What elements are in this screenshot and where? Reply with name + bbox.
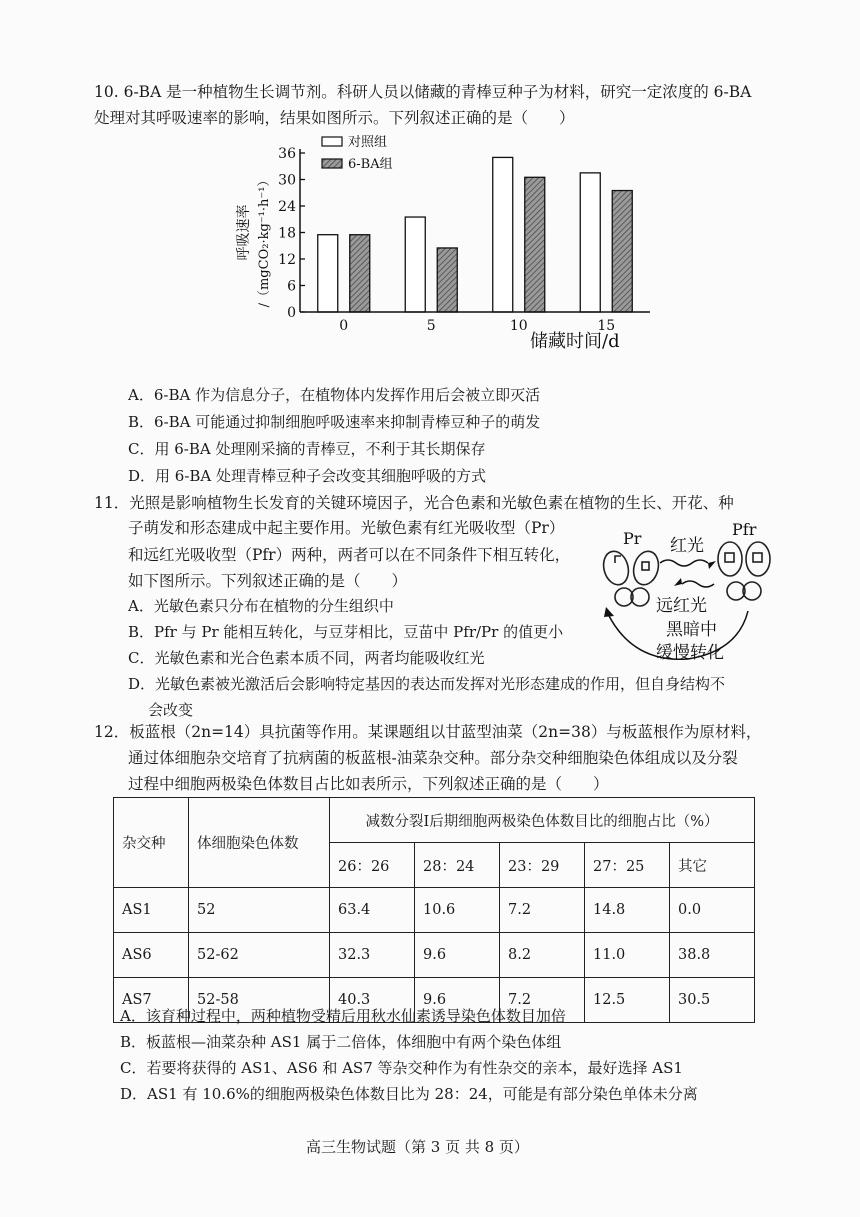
far-red-arrow <box>682 581 714 587</box>
q10-option-c: C．用 6-BA 处理刚采摘的青棒豆，不利于其长期保存 <box>128 440 486 458</box>
header-chromosome-count: 体细胞染色体数 <box>189 798 330 888</box>
legend-swatch <box>322 137 342 146</box>
subheader-cell: 其它 <box>670 843 755 888</box>
q10-stem-line1: 10. 6-BA 是一种植物生长调节剂。科研人员以储藏的青棒豆种子为材料，研究一定浓度的 6-BA <box>94 83 752 101</box>
x-tick-label: 15 <box>597 318 616 334</box>
q11-option-d-cont: 会改变 <box>148 701 194 719</box>
far-red-arrowhead <box>674 578 682 586</box>
respiration-bar-chart <box>230 135 750 375</box>
page-footer: 高三生物试题（第 3 页 共 8 页） <box>306 1138 529 1156</box>
q10-option-a: A．6-BA 作为信息分子，在植物体内发挥作用后会被立即灭活 <box>128 386 541 404</box>
q11-stem-line2: 子萌发和形态建成中起主要作用。光敏色素有红光吸收型（Pr） <box>128 519 565 537</box>
row-value: 30.5 <box>670 978 755 1023</box>
red-light-arrowhead <box>708 561 716 569</box>
q11-stem-line1: 11．光照是影响植物生长发育的关键环境因子，光合色素和光敏色素在植物的生长、开花、种 <box>94 494 734 512</box>
row-value: 0.0 <box>670 888 755 933</box>
row-value: 9.6 <box>415 978 500 1023</box>
red-light-arrow <box>660 560 708 566</box>
dark-label-line1: 黑暗中 <box>666 620 717 640</box>
bar-6ba-10 <box>525 177 545 312</box>
q10-option-d: D．用 6-BA 处理青棒豆种子会改变其细胞呼吸的方式 <box>128 467 487 485</box>
row-value: 40.3 <box>330 978 415 1023</box>
row-value: 10.6 <box>415 888 500 933</box>
x-axis-label: 储藏时间/d <box>530 331 620 352</box>
q11-option-d: D．光敏色素被光激活后会影响特定基因的表达而发挥对光形态建成的作用，但自身结构不 <box>128 675 726 693</box>
far-red-label: 远红光 <box>656 596 707 616</box>
row-value: 14.8 <box>585 888 670 933</box>
y-tick-label: 0 <box>287 305 296 321</box>
q12-option-c: C．若要将获得的 AS1、AS6 和 AS7 等杂交种作为有性杂交的亲本，最好选择 AS1 <box>120 1059 683 1077</box>
row-value: 11.0 <box>585 933 670 978</box>
pfr-label: Pfr <box>732 520 757 539</box>
y-tick-label: 12 <box>278 252 296 268</box>
row-value: 9.6 <box>415 933 500 978</box>
pfr-molecule-icon <box>718 542 770 600</box>
header-hybrid: 杂交种 <box>114 798 189 888</box>
subheader-cell: 27：25 <box>585 843 670 888</box>
subheader-cell: 28：24 <box>415 843 500 888</box>
row-chrom-count: 52-62 <box>189 933 330 978</box>
legend-label: 6-BA组 <box>348 157 393 172</box>
table-row <box>114 888 755 933</box>
q12-option-b: B．板蓝根—油菜杂种 AS1 属于二倍体，体细胞中有两个染色体组 <box>120 1033 562 1051</box>
y-tick-label: 30 <box>278 172 296 189</box>
phytochrome-diagram <box>598 513 778 668</box>
row-chrom-count: 52 <box>189 888 330 933</box>
legend-swatch <box>322 159 342 168</box>
row-value: 8.2 <box>500 933 585 978</box>
x-tick-label: 0 <box>339 318 349 334</box>
q12-option-d: D．AS1 有 10.6%的细胞两极染色体数目比为 28：24，可能是有部分染色单体未分离 <box>120 1085 698 1103</box>
row-hybrid-name: AS1 <box>114 888 189 933</box>
row-hybrid-name: AS7 <box>114 978 189 1023</box>
pr-molecule-icon <box>600 548 662 606</box>
q12-stem-line1: 12．板蓝根（2n=14）具抗菌等作用。某课题组以甘蓝型油菜（2n=38）与板蓝根作为原材料， <box>94 723 762 741</box>
pr-label: Pr <box>623 529 642 548</box>
y-tick-label: 18 <box>278 225 296 242</box>
y-tick-label: 24 <box>278 199 296 215</box>
bar-control-10 <box>493 157 513 312</box>
bar-6ba-15 <box>612 191 632 312</box>
chromosome-ratio-table <box>113 797 755 1023</box>
q11-option-b: B．Pfr 与 Pr 能相互转化，与豆芽相比，豆苗中 Pfr/Pr 的值更小 <box>128 623 564 641</box>
bar-control-5 <box>405 217 425 312</box>
y-tick-label: 36 <box>278 146 296 162</box>
q12-stem-line2: 通过体细胞杂交培育了抗病菌的板蓝根-油菜杂交种。部分杂交种细胞染色体组成以及分裂 <box>128 749 738 767</box>
q12-option-a: A．该育种过程中，两种植物受精后用秋水仙素诱导染色体数目加倍 <box>120 1007 566 1025</box>
row-chrom-count: 52-58 <box>189 978 330 1023</box>
table-header-row <box>114 798 755 843</box>
row-value: 12.5 <box>585 978 670 1023</box>
row-value: 38.8 <box>670 933 755 978</box>
bar-6ba-5 <box>437 248 457 312</box>
q12-stem-line3: 过程中细胞两极染色体数目占比如表所示，下列叙述正确的是（ ） <box>128 775 609 793</box>
row-value: 63.4 <box>330 888 415 933</box>
row-value: 7.2 <box>500 978 585 1023</box>
header-meiosis-group: 减数分裂Ⅰ后期细胞两极染色体数目比的细胞占比（%） <box>330 798 755 843</box>
q11-option-c: C．光敏色素和光合色素本质不同，两者均能吸收红光 <box>128 649 485 667</box>
q11-option-a: A．光敏色素只分布在植物的分生组织中 <box>128 597 394 615</box>
y-axis-label-line2: /（mgCO₂·kg⁻¹·h⁻¹） <box>257 173 272 308</box>
q10-option-b: B．6-BA 可能通过抑制细胞呼吸速率来抑制青棒豆种子的萌发 <box>128 413 541 431</box>
row-hybrid-name: AS6 <box>114 933 189 978</box>
subheader-cell: 26：26 <box>330 843 415 888</box>
q11-stem-line4: 如下图所示。下列叙述正确的是（ ） <box>128 572 408 590</box>
table-row <box>114 933 755 978</box>
dark-label-line2: 缓慢转化 <box>656 643 724 663</box>
bar-control-15 <box>580 173 600 312</box>
q11-stem-line3: 和远红光吸收型（Pfr）两种，两者可以在不同条件下相互转化， <box>128 546 571 564</box>
dark-conversion-arrowhead <box>604 607 614 617</box>
subheader-cell: 23：29 <box>500 843 585 888</box>
red-light-label: 红光 <box>670 536 704 556</box>
bar-control-0 <box>318 235 338 312</box>
bar-6ba-0 <box>350 235 370 312</box>
row-value: 7.2 <box>500 888 585 933</box>
row-value: 32.3 <box>330 933 415 978</box>
legend-label: 对照组 <box>348 135 388 150</box>
y-axis-label-line1: 呼吸速率 <box>236 204 252 261</box>
x-tick-label: 5 <box>426 318 436 334</box>
x-tick-label: 10 <box>509 318 528 334</box>
y-tick-label: 6 <box>287 278 296 295</box>
q10-stem-line2: 处理对其呼吸速率的影响，结果如图所示。下列叙述正确的是（ ） <box>94 109 575 127</box>
